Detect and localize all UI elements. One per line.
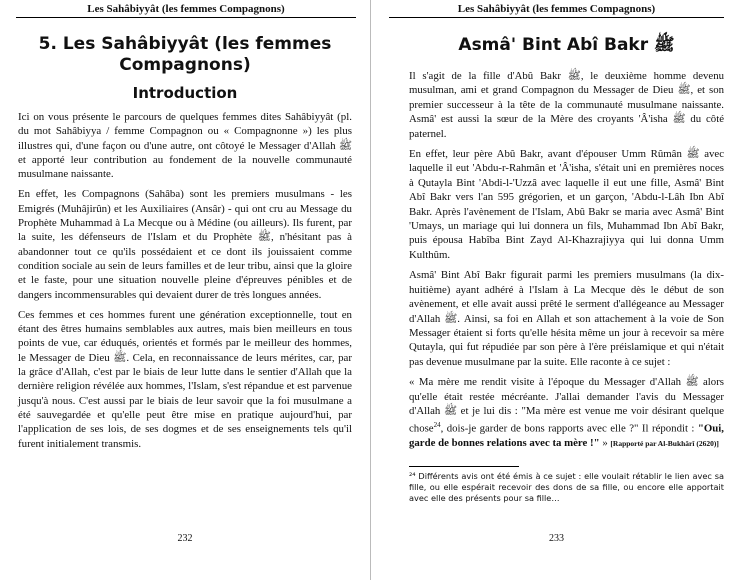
- paragraph: Il s'agit de la fille d'Abû Bakr ﷺ, le deuxième homme devenu musulman, ami et grand Compagnon du Messager de Dieu ﷺ, et son premier successeur à la tête de la communauté musulmane naissante. Asmâ' est aussi la sœur de la Mère des croyants 'Â'isha ﷺ du côté paternel.: [409, 70, 724, 140]
- quote-bold: "Oui, garde de bonnes relations avec ta mère !": [409, 422, 724, 450]
- quote-end: »: [599, 437, 611, 450]
- right-page: [371, 0, 742, 580]
- paragraph: Asmâ' Bint Abî Bakr figurait parmi les premiers musulmans (la dix-huitième) ayant adhéré à l'Islam à La Mecque dès le début de son avènement, et elle avait aussi prêté le serment d'allégeance au Messager d'Allah ﷺ. Ainsi, sa foi en Allah et son attachement à la voie de Son Messager étaient si forts qu'elle hésita même un jour à recevoir sa mère Qutayla, qui fut répudiée par son père à l'ère préislamique et qui n'était pas devenue musulmane par la suite. Elle raconte à ce sujet :: [409, 269, 724, 368]
- running-head: Les Sahâbiyyât (les femmes Compagnons): [389, 3, 724, 18]
- footnote: ²⁴ Différents avis ont été émis à ce sujet : elle voulait rétablir le lien avec sa fille, ou elle espérait recevoir des dons de sa fille, ou encore elle apportait avec elle des présents pour sa fille…: [409, 470, 724, 503]
- page-number: 233: [549, 533, 564, 544]
- section-title: Introduction: [132, 84, 238, 102]
- footnote-marker: 24: [433, 421, 441, 430]
- article-title: Asmâ' Bint Abî Bakr ﷺ: [458, 35, 675, 55]
- quote-text: « Ma mère me rendit visite à l'époque du Messager d'Allah ﷺ alors qu'elle était restée mécréante. J'allai demander l'avis du Messager d'Allah ﷺ et je lui dis : "Ma mère est venue me voir désirant quelque chose: [409, 376, 725, 435]
- quote-text: , dois-je garder de bons rapports avec elle ?" Il répondit :: [440, 422, 698, 435]
- footnote-separator: [409, 466, 519, 467]
- hadith-quote: [409, 375, 724, 452]
- page-number: 232: [177, 533, 193, 544]
- paragraph: Ici on vous présente le parcours de quelques femmes dites Sahâbiyyât (pl. du mot Sahâbiyya / femme Compagnon ou « Compagnonne ») les plus illustres qui, d'une façon ou d'une autre, ont côtoyé le Messager d'Allah ﷺ et apporté leur contribution au fondement de la nouvelle communauté musulmane naissante.: [18, 111, 352, 181]
- running-head: Les Sahâbiyyât (les femmes Compagnons): [16, 3, 356, 18]
- quote-reference: [Rapporté par Al-Bukhârî (2620)]: [610, 439, 719, 449]
- chapter-title: 5. Les Sahâbiyyât (les femmes Compagnons): [38, 34, 332, 75]
- paragraph: En effet, leur père Abû Bakr, avant d'épouser Umm Rûmân ﷺ avec laquelle il eut 'Abdu-r-Rahmân et 'Â'isha, s'était uni en premières noces à Qutayla Bint 'Abdi-l-'Uzzâ avec laquelle il eut une fille, Asmâ' Bint Abî Bakr vers l'an 595 grégorien, et un garçon, 'Abdu-l-Lâh Ibn Abî Bakr. Après l'avènement de l'Islam, Abû Bakr se maria avec Asmâ' Bint 'Umays, un mariage qui lui donnera un fils, Muhammad Ibn Abî Bakr, puis épousa Habîba Bint Zayd Al-Khazrajiyya qui lui donna Umm Kulthûm.: [409, 148, 724, 261]
- left-content: [18, 24, 352, 457]
- paragraph: En effet, les Compagnons (Sahâba) sont les premiers musulmans - les Emigrés (Muhâjirûn) et les Auxiliaires (Ansâr) - qui ont cru au Message du Prophète Muhammad à La Mecque ou à Médine (ou ailleurs). Ils furent, par la suite, les défenseurs de l'Islam et du Prophète ﷺ, n'hésitant pas à abandonner tout ce qu'ils possédaient et ce dont ils jouissaient comme condition sociale au sein de leurs familles et de leur tribu, ainsi que la gloire et le faste, pour une situation nouvelle pleine d'épreuves pénibles et de dangers incommensurables qui devaient durer de très longues années.: [18, 188, 352, 301]
- right-content: [409, 24, 724, 504]
- paragraph: Ces femmes et ces hommes furent une génération exceptionnelle, tout en étant des êtres humains semblables aux autres, mais bien meilleurs en tous points de vue, car éduqués, orientés et formés par le meilleur des hommes, le Messager de Dieu ﷺ. Cela, en reconnaissance de leurs mérites, car, par la grâce d'Allah, c'est par le biais de leur lutte dans le sentier d'Allah que la dernière religion révélée aux hommes, l'Islam, s'est répandue et est parvenue jusqu'à nous. C'est aussi par le biais de leur savoir que la foi musulmane a été sauvegardée et qu'elle peut être mise en pratique aujourd'hui, par l'application de ses lois, de ses dogmes et de ses enseignements tels qu'il furent initialement transmis.: [18, 308, 352, 450]
